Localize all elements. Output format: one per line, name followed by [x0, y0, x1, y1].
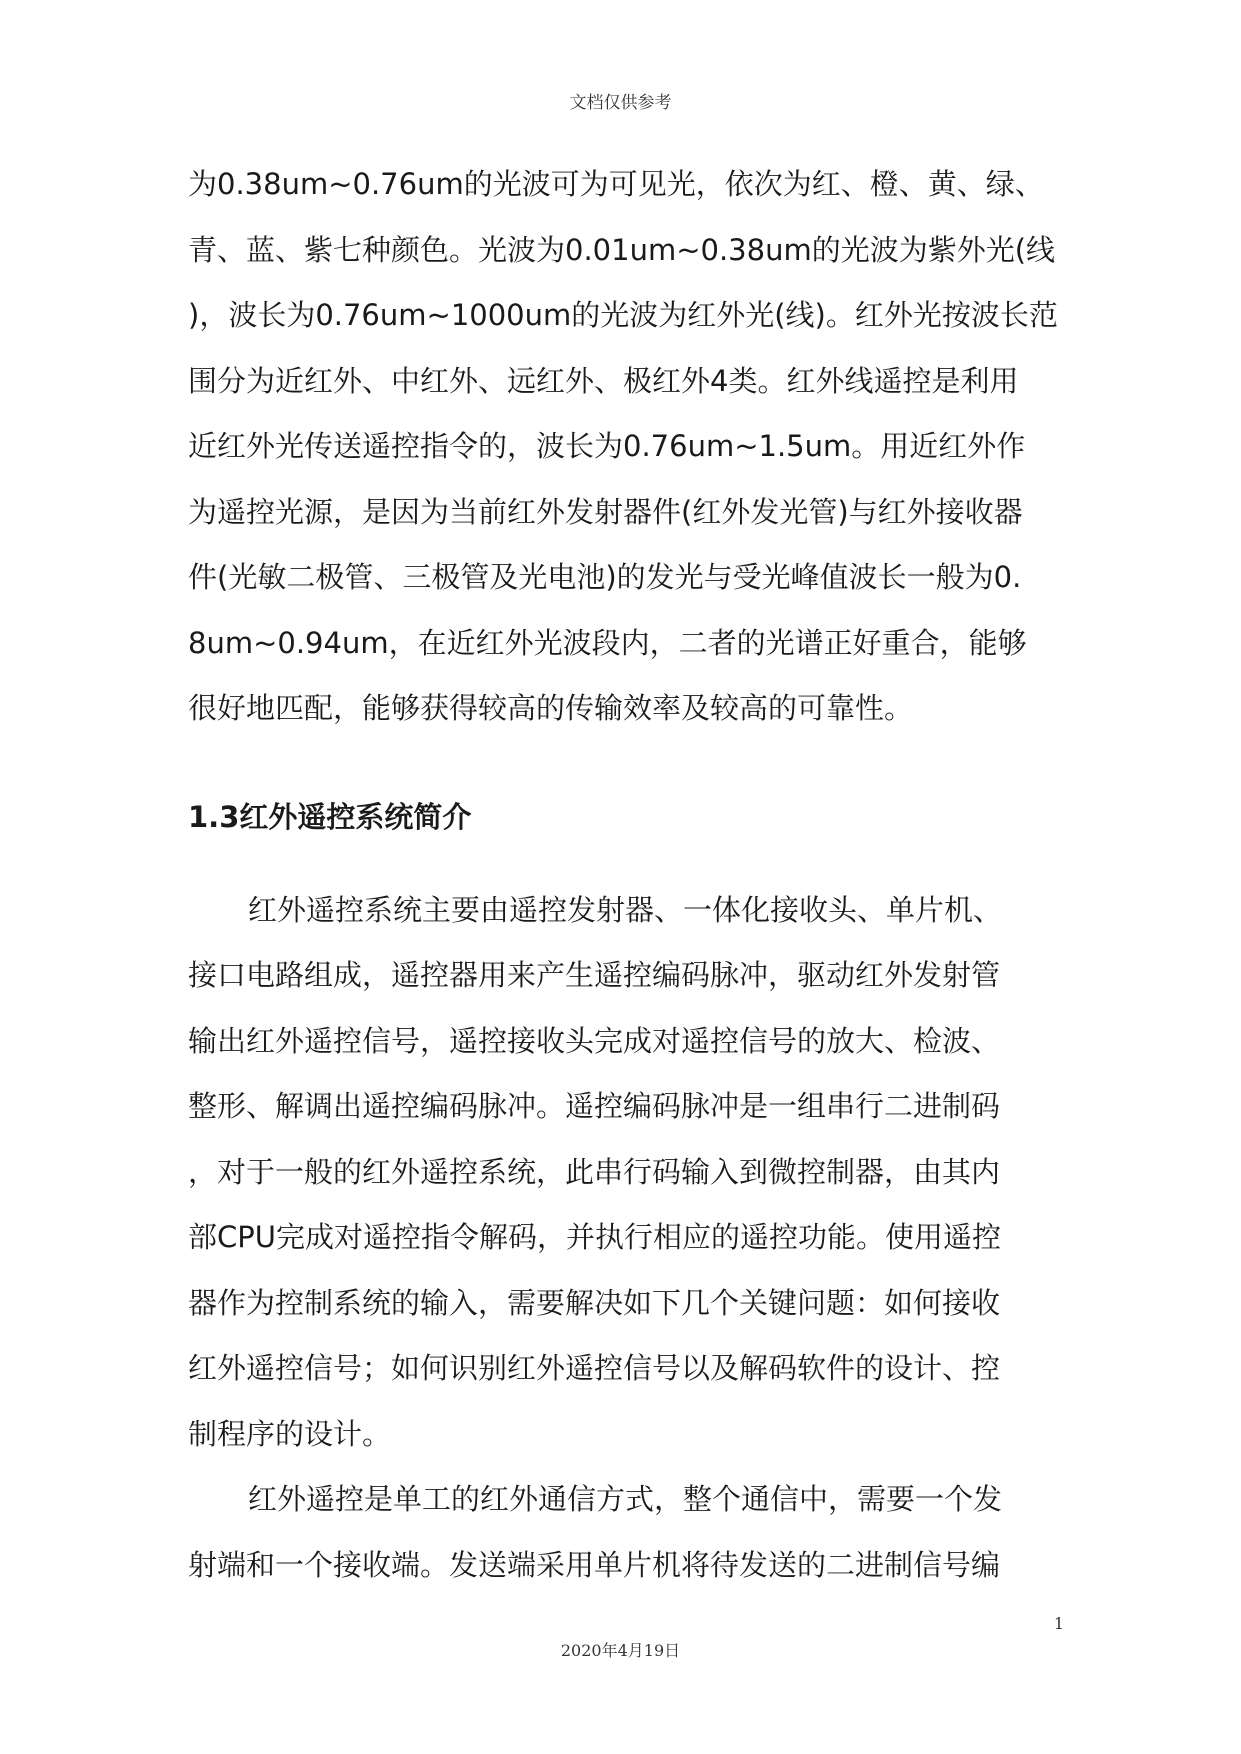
page-header: 文档仅供参考 — [569, 93, 672, 113]
text-line: 红外遥控信号；如何识别红外遥控信号以及解码软件的设计、控 — [188, 1351, 1001, 1385]
text-line: 部CPU完成对遥控指令解码，并执行相应的遥控功能。使用遥控 — [188, 1220, 1001, 1254]
text-line: 器作为控制系统的输入，需要解决如下几个关键问题：如何接收 — [188, 1285, 1001, 1320]
text-line: 红外遥控是单工的红外通信方式，整个通信中，需要一个发 — [248, 1482, 1003, 1516]
text-line: 近红外光传送遥控指令的，波长为0.76um~1.5um。用近红外作 — [188, 429, 1026, 463]
text-line: 制程序的设计。 — [188, 1416, 392, 1451]
text-line: 接口电路组成，遥控器用来产生遥控编码脉冲，驱动红外发射管 — [188, 958, 1001, 992]
text-line: 很好地匹配，能够获得较高的传输效率及较高的可靠性。 — [188, 691, 914, 725]
document-body — [188, 152, 1068, 1598]
text-line: 射端和一个接收端。发送端采用单片机将待发送的二进制信号编 — [188, 1547, 1001, 1582]
text-line: 为0.38um~0.76um的光波可为可见光，依次为红、橙、黄、绿、 — [188, 167, 1044, 201]
text-line: 红外遥控系统主要由遥控发射器、一体化接收头、单片机、 — [248, 892, 1003, 927]
text-line: 输出红外遥控信号，遥控接收头完成对遥控信号的放大、检波、 — [188, 1023, 1001, 1058]
text-line: 为遥控光源，是因为当前红外发射器件(红外发光管)与红外接收器 — [188, 494, 1023, 529]
paragraph-simplex — [188, 1467, 1068, 1598]
paragraph-wavelength — [188, 152, 1068, 742]
text-line: ，对于一般的红外遥控系统，此串行码输入到微控制器，由其内 — [188, 1154, 1001, 1189]
page-number: 1 — [1053, 1614, 1064, 1633]
page-footer-date: 2020年4月19日 — [560, 1641, 681, 1660]
text-line: 整形、解调出遥控编码脉冲。遥控编码脉冲是一组串行二进制码 — [188, 1089, 1001, 1123]
text-line: 围分为近红外、中红外、远红外、极红外4类。红外线遥控是利用 — [188, 363, 1019, 398]
paragraph-system-intro — [188, 878, 1068, 1468]
section-heading: 1.3红外遥控系统简介 — [188, 799, 472, 834]
text-line: 件(光敏二极管、三极管及光电池)的发光与受光峰值波长一般为0. — [188, 560, 1022, 594]
text-line: )，波长为0.76um~1000um的光波为红外光(线)。红外光按波长范 — [188, 298, 1058, 332]
text-line: 青、蓝、紫七种颜色。光波为0.01um~0.38um的光波为紫外光(线 — [188, 232, 1056, 267]
text-line: 8um~0.94um，在近红外光波段内，二者的光谱正好重合，能够 — [188, 625, 1027, 660]
